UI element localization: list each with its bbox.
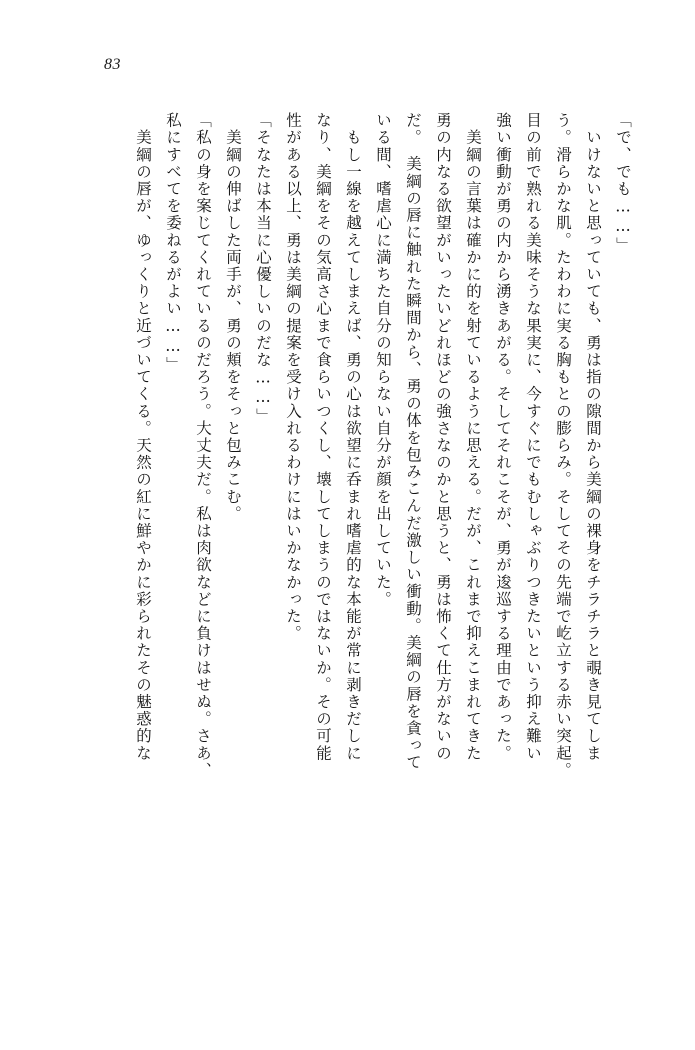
text-line: なり、美綱をその気高さ心まで食らいつくし、壊してしまうのではないか。その可能 bbox=[314, 112, 332, 762]
text-line: 勇の内なる欲望がいったいどれほどの強さなのかと思うと、勇は怖くて仕方がないの bbox=[434, 112, 452, 762]
text-line: 強い衝動が勇の内から湧きあがる。そしてそれこそが、勇が逡巡する理由であった。 bbox=[494, 112, 512, 762]
text-line: 美綱の唇が、ゆっくりと近づいてくる。天然の紅に鮮やかに彩られたその魅惑的な bbox=[134, 112, 152, 762]
body-text bbox=[58, 112, 638, 992]
text-line: 私にすべてを委ねるがよい……」 bbox=[164, 112, 182, 374]
text-line: 目の前で熟れる美味そうな果実に、今すぐにでもむしゃぶりつきたいという抑え難い bbox=[524, 112, 542, 762]
text-line: 性がある以上、勇は美綱の提案を受け入れるわけにはいかなかった。 bbox=[284, 112, 302, 643]
text-line: 「で、でも……」 bbox=[614, 112, 632, 254]
text-line: いけないと思っていても、勇は指の隙間から美綱の裸身をチラチラと覗き見てしま bbox=[584, 112, 602, 762]
text-line: う。滑らかな肌。たわわに実る胸もとの膨らみ。そしてその先端で屹立する赤い突起。 bbox=[554, 112, 572, 779]
page-number: 83 bbox=[104, 56, 121, 73]
text-line: 美綱の言葉は確かに的を射ているように思える。だが、これまで抑えこまれてきた bbox=[464, 112, 482, 762]
text-line: もし一線を越えてしまえば、勇の心は欲望に呑まれ嗜虐的な本能が常に剥きだしに bbox=[344, 112, 362, 762]
text-line: いる間、嗜虐心に満ちた自分の知らない自分が顔を出していた。 bbox=[374, 112, 392, 608]
text-line: だ。 美綱の唇に触れた瞬間から、勇の体を包みこんだ激しい衝動。美綱の唇を貪って bbox=[404, 112, 422, 772]
text-line: 美綱の伸ばした両手が、勇の頬をそっと包みこむ。 bbox=[224, 112, 242, 523]
text-line: 「そなたは本当に心優しいのだな……」 bbox=[254, 112, 272, 425]
text-line: 「私の身を案じてくれているのだろう。大丈夫だ。私は肉欲などに負けはせぬ。さあ、 bbox=[194, 112, 212, 779]
